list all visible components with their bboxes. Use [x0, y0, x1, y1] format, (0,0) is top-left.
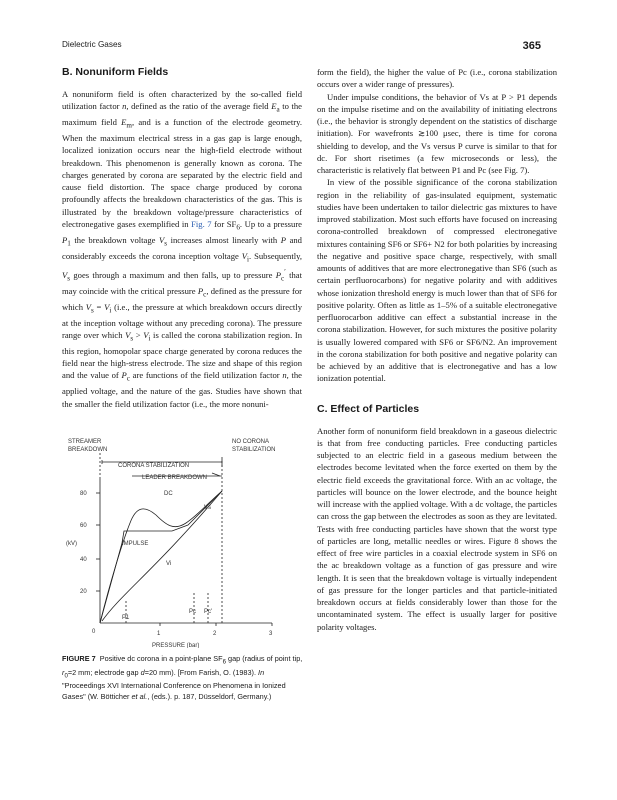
page-number: 365: [522, 40, 541, 52]
paragraph: form the field), the higher the value of Pc (i.e., corona stabilization occurs over a wider range of pressures).: [317, 67, 557, 90]
label-stabilization: STABILIZATION: [232, 447, 276, 453]
label-pc: Pc: [189, 609, 197, 615]
section-heading-particles: C. Effect of Particles: [317, 402, 420, 415]
label-leader-breakdown: LEADER BREAKDOWN: [142, 475, 208, 481]
section-heading-nonuniform: B. Nonuniform Fields: [62, 66, 169, 78]
label-dc: DC: [164, 491, 173, 497]
y-axis-label: (kV): [66, 541, 77, 547]
label-streamer: STREAMER: [68, 439, 102, 445]
label-no-corona: NO CORONA: [232, 439, 270, 445]
figure-7-caption: FIGURE 7 Positive dc corona in a point-plane $SF_6$ gap (radius of point tip, $r_0=2$ mm; electrode gap d=20 mm). [From Farish, O. (1983). In "Proceedings XVI International Conference on Phenomena in Ionized Gases" (W. Bötticher et al., (eds.). p. 187, Düsseldorf, Germany.): [62, 654, 303, 701]
x-tick-label: 3: [269, 631, 273, 637]
label-streamer-breakdown: BREAKDOWN: [68, 447, 108, 453]
label-corona-stabilization: CORONA STABILIZATION: [118, 463, 190, 469]
paragraph: Another form of nonuniform field breakdown in a gaseous dielectric is that from free conducting particles. Free conducting particles subjected to an electric field in a gaseous medium between the electrodes become levitated when the force exerted on them by the electric field exceeds the gravitational force. With an ac voltage, the particles will bounce on the lower electrode, and the bounce height will increase with the applied voltage. With a dc voltage, the particles can cross the gap between the electrodes as soon as they are levitated. Tests with free conducting particles have shown that the worst type of particles are long, metallic needles or wires. Figure 8 shows the effect of free wire particles in a coaxial electrode system in SF6 on the ac breakdown voltage as a function of gas pressure and wire length. It is seen that the breakdown voltage is virtually independent of gas pressure for the longer particles and that particle-initiated breakdown occurs at fields considerably lower than those for the uncontaminated system. The effect is usually larger for positive polarity voltages.: [317, 425, 557, 632]
label-p1: P1: [122, 615, 130, 621]
x-tick-label: 0: [92, 629, 96, 635]
figure-7: [62, 433, 302, 648]
label-vs: Vs: [204, 505, 212, 511]
y-tick-label: 40: [80, 557, 87, 563]
label-vi: Vi: [166, 561, 172, 567]
paragraph: In view of the possible significance of the corona stabilization region in the reliability of gas-insulated equipment, systematic studies have been undertaken to tailor dielectric gas mixtures to have improved stabilization. Most such efforts have focused on increasing corona-controlled breakdown of compressed electronegative mixtures containing SF6 or SF6+ N2 for both polarities by increasing the negative and positive space charge, respectively, with small amounts of additives that are more electronegative than SF6 (such as certain perfluorocarbons) for negative polarity and with additives whose ionization threshold energy is much lower than that of SF6 for positive polarity. Often as little as 1–5% of a suitable electronegative perfluorocarbon additive can effect a substantial increase in the corona stabilization. However, for such mixtures the positive polarity is usually lowered compared with SF6 or SF6/N2. An improvement in the corona stabilization for both positive and negative polarity can be achieved by an additive that is electronegative and has a low ionization potential.: [317, 177, 557, 384]
x-axis-label: PRESSURE (bar): [152, 643, 200, 648]
right-column: [317, 66, 557, 633]
running-head-title: Dielectric Gases: [62, 40, 122, 49]
figure-7-graph: [62, 433, 302, 648]
left-column: [62, 66, 302, 410]
x-tick-label: 2: [213, 631, 217, 637]
y-tick-label: 20: [80, 589, 87, 595]
y-tick-label: 80: [80, 491, 87, 497]
y-tick-label: 60: [80, 523, 87, 529]
paragraph: A nonuniform field is often characterized by the so-called field utilization factor n, defined as the ratio of the average field $E_a$ to the maximum field $E_m$, and is a function of the electrode geometry. When the maximum electrical stress in a gas gap is large enough, localized ionization occurs near the high-field electrode without breakdown. This phenomenon is generally known as corona. The charges generated by corona are separated by the electric field and cause field distortion. The space charge produced by corona profoundly affects the breakdown characteristics of the gas. This is illustrated by the breakdown voltage/pressure characteristics of electronegative gases exemplified in Fig. 7 for $SF_6$. Up to a pressure $P_1$ the breakdown voltage $V_s$ increases almost linearly with P and considerably exceeds the corona inception voltage $V_i$. Subsequently, $V_s$ goes through a maximum and then falls, up to pressure $P_c'$ that may coincide with the critical pressure $P_c$, defined as the pressure for which $V_s = V_i$ (i.e., the pressure at which breakdown occurs directly at the inception voltage without any preceding corona). The pressure range over which $V_s > V_i$ is called the corona stabilization region. In this region, homopolar space charge generated by corona reduces the field near the high-stress electrode. The size and shape of this region and the value of $P_c$ are functions of the field utilization factor n, the applied voltage, and the nature of the gas. Studies have shown that the smaller the field utilization factor (i.e., the more nonuni-: [62, 89, 303, 409]
figure-7-link[interactable]: Fig. 7: [191, 218, 212, 229]
label-pc-prime: Pc': [204, 609, 213, 615]
paragraph: Under impulse conditions, the behavior of Vs at P > P1 depends on the impulse risetime and on the availability of initiating electrons (i.e., the behavior is strongly dependent on the statistics of discharge initiation). For wavefronts ≳100 μsec, there is time for corona shielding to develop, and the Vs versus P curve is similar to that for dc. For short risetimes (a few microseconds or less), the characteristic is relatively flat between P1 and Pc (see Fig. 7).: [317, 91, 557, 175]
x-tick-label: 1: [157, 631, 161, 637]
label-impulse: IMPULSE: [122, 541, 149, 547]
